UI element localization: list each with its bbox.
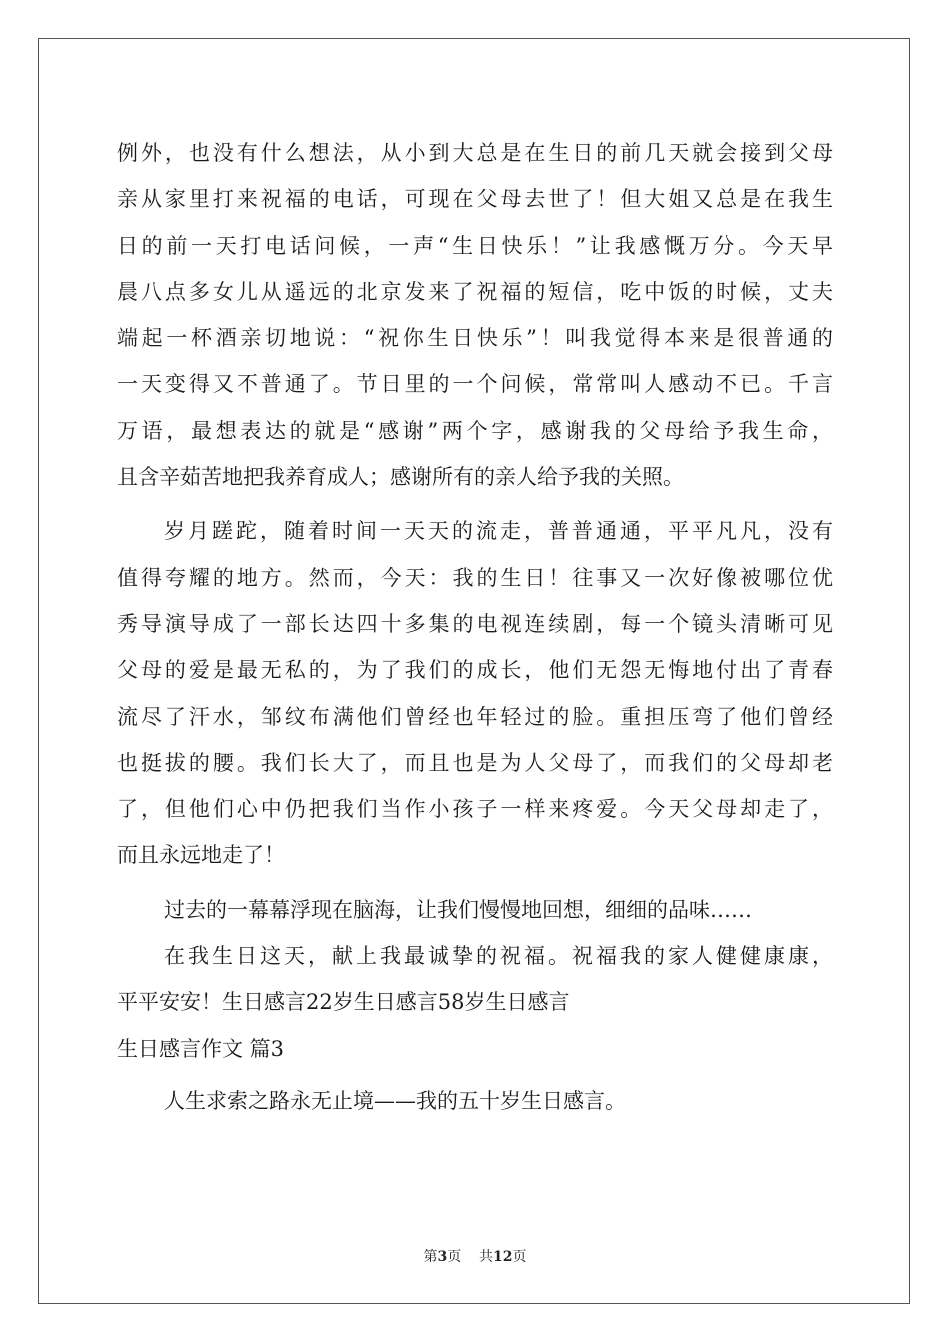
paragraph-5: [117, 1078, 833, 1124]
paragraph-1: [117, 130, 833, 500]
text-line: 秀导演导成了一部长达四十多集的电视连续剧，每一个镜头清晰可见: [117, 611, 833, 636]
paragraph-4: [117, 933, 833, 1026]
text-line: 了，但他们心中仍把我们当作小孩子一样来疼爱。今天父母却走了，: [117, 797, 833, 822]
text-line: 岁月蹉跎，随着时间一天天的流走，普普通通，平平凡凡，没有: [164, 519, 833, 544]
paragraph-3: [117, 887, 833, 933]
section-heading: 生日感言作文 篇3: [117, 1036, 285, 1061]
text-line: 也挺拔的腰。我们长大了，而且也是为人父母了，而我们的父母却老: [117, 750, 833, 775]
text-line: 流尽了汗水，邹纹布满他们曾经也年轻过的脸。重担压弯了他们曾经: [117, 704, 833, 729]
text-line: 人生求索之路永无止境——我的五十岁生日感言。: [164, 1088, 626, 1113]
text-line: 亲从家里打来祝福的电话，可现在父母去世了！但大姐又总是在我生: [117, 187, 833, 212]
text-line: 且含辛茹苦地把我养育成人；感谢所有的亲人给予我的关照。: [117, 465, 684, 490]
text-line: 日的前一天打电话问候，一声“生日快乐！”让我感慨万分。今天早: [117, 233, 833, 258]
text-line: 端起一杯酒亲切地说：“祝你生日快乐”！叫我觉得本来是很普通的: [117, 326, 833, 351]
text-line: 父母的爱是最无私的，为了我们的成长，他们无怨无悔地付出了青春: [117, 658, 833, 683]
text-line: 例外，也没有什么想法，从小到大总是在生日的前几天就会接到父母: [117, 141, 833, 165]
document-body: [117, 130, 833, 1124]
text-line: 晨八点多女儿从遥远的北京发来了祝福的短信，吃中饭的时候，丈夫: [117, 279, 833, 304]
footer-total-pages: 12: [493, 1249, 513, 1265]
footer-page-prefix: 第: [423, 1249, 438, 1265]
paragraph-2: [117, 508, 833, 878]
text-line: 万语，最想表达的就是“感谢”两个字，感谢我的父母给予我生命，: [117, 418, 833, 443]
text-line: 一天变得又不普通了。节日里的一个问候，常常叫人感动不已。千言: [117, 372, 833, 397]
footer-page-number: 3: [437, 1249, 448, 1265]
footer-total-prefix: 共: [479, 1249, 494, 1265]
footer-page-unit: 页: [447, 1249, 462, 1265]
text-line: 平平安安！生日感言22岁生日感言58岁生日感言: [117, 990, 570, 1015]
text-line: 过去的一幕幕浮现在脑海，让我们慢慢地回想，细细的品味……: [164, 897, 752, 922]
text-line: 值得夸耀的地方。然而，今天：我的生日！往事又一次好像被哪位优: [117, 565, 833, 590]
text-line: 而且永远地走了！: [117, 843, 285, 868]
text-line: 在我生日这天，献上我最诚挚的祝福。祝福我的家人健健康康，: [164, 944, 833, 969]
page-footer: [0, 1246, 950, 1266]
footer-total-unit: 页: [512, 1249, 527, 1265]
